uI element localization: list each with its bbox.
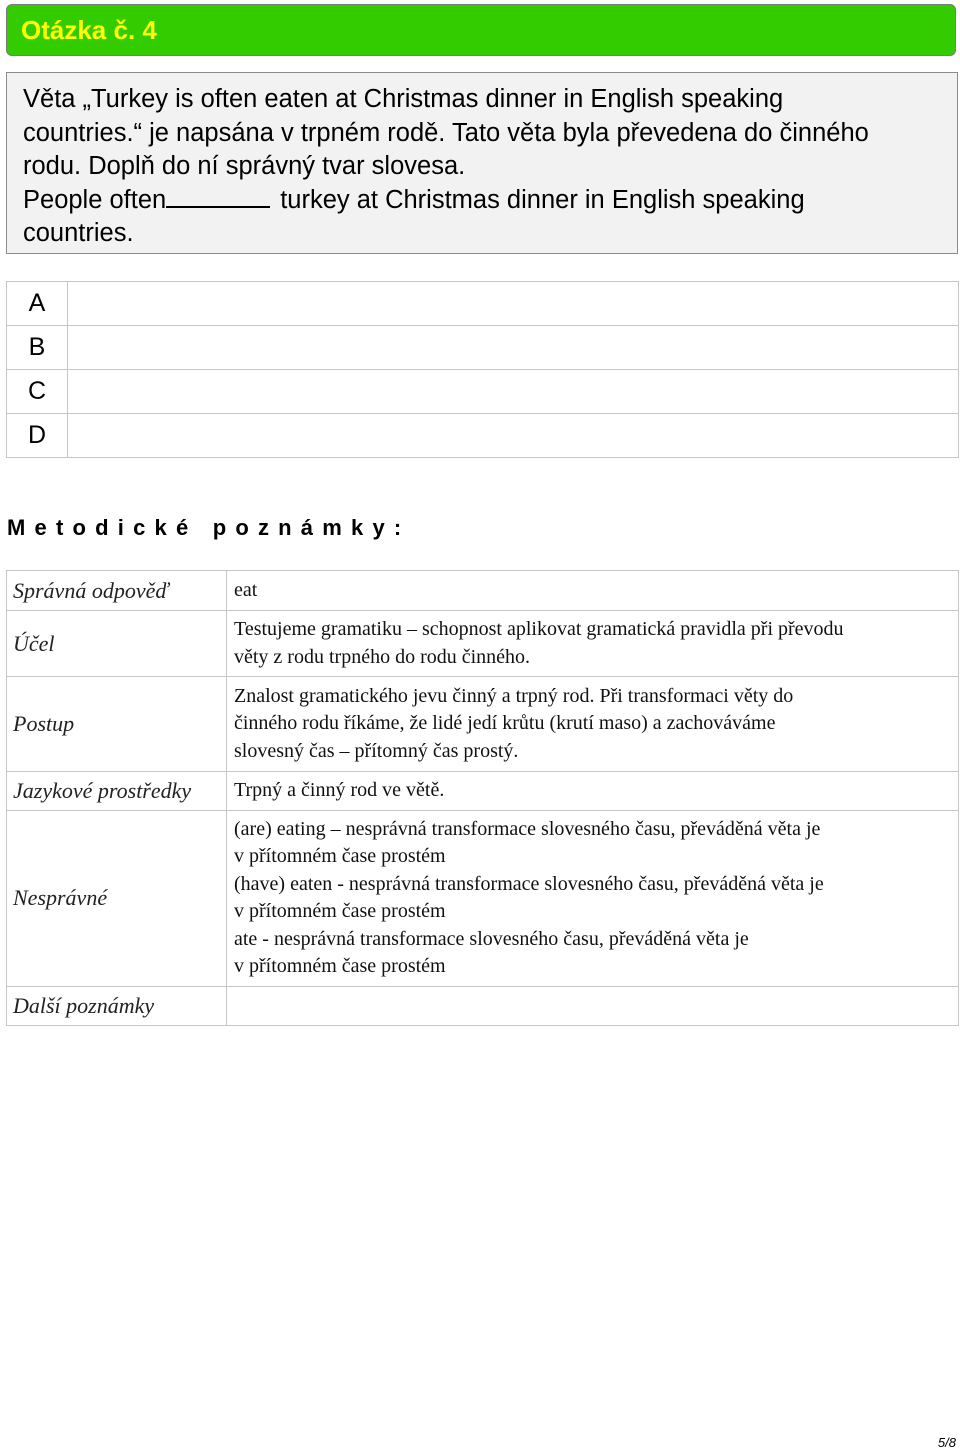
notes-label: Další poznámky: [7, 986, 227, 1025]
notes-value: [227, 611, 959, 677]
notes-line: činného rodu říkáme, že lidé jedí krůtu (krutí maso) a zachováváme: [234, 712, 776, 735]
option-text[interactable]: [68, 370, 959, 414]
methodical-notes-title: Metodické poznámky:: [7, 515, 411, 540]
sentence-end: countries.: [23, 219, 134, 247]
option-row-b[interactable]: [7, 326, 959, 370]
option-row-a[interactable]: [7, 282, 959, 326]
notes-label: Správná odpověď: [7, 571, 227, 611]
notes-value: [227, 571, 959, 611]
notes-value: [227, 810, 959, 986]
notes-value: [227, 677, 959, 772]
notes-line: Trpný a činný rod ve větě.: [234, 779, 445, 801]
methodical-notes-table: [6, 570, 959, 1026]
question-header: [6, 4, 956, 56]
option-letter: A: [7, 282, 68, 326]
option-text[interactable]: [68, 414, 959, 458]
answer-blank[interactable]: [166, 185, 270, 208]
notes-label: Jazykové prostředky: [7, 772, 227, 811]
notes-row-purpose: [7, 611, 959, 677]
option-letter: D: [7, 414, 68, 458]
option-letter: B: [7, 326, 68, 370]
notes-line: věty z rodu trpného do rodu činného.: [234, 645, 531, 668]
sentence-before-blank: People often: [23, 185, 167, 214]
option-row-d[interactable]: [7, 414, 959, 458]
question-sentence: [23, 184, 941, 218]
question-title: Otázka č. 4: [21, 15, 157, 45]
option-letter: C: [7, 370, 68, 414]
notes-row-language: [7, 772, 959, 811]
option-text[interactable]: [68, 282, 959, 326]
notes-row-other: [7, 986, 959, 1025]
question-text-line: Věta „Turkey is often eaten at Christmas dinner in English speaking: [23, 85, 784, 113]
sentence-after-blank: turkey at Christmas dinner in English speaking: [280, 185, 805, 214]
notes-row-correct: [7, 571, 959, 611]
notes-line: Testujeme gramatiku – schopnost aplikovat gramatická pravidla při převodu: [234, 618, 844, 640]
option-text[interactable]: [68, 326, 959, 370]
notes-line: slovesný čas – přítomný čas prostý.: [234, 739, 519, 762]
notes-value: [227, 986, 959, 1025]
question-text-line: rodu. Doplň do ní správný tvar slovesa.: [23, 152, 466, 180]
notes-row-procedure: [7, 677, 959, 772]
question-text-line: countries.“ je napsána v trpném rodě. Tato věta byla převedena do činného: [23, 118, 869, 147]
answer-options-table: [6, 281, 959, 458]
notes-line: (are) eating – nesprávná transformace slovesného času, převáděná věta je: [234, 817, 821, 840]
page-number: 5/8: [937, 1435, 956, 1450]
notes-label: Nesprávné: [7, 810, 227, 986]
notes-line: (have) eaten - nesprávná transformace slovesného času, převáděná věta je: [234, 872, 824, 895]
option-row-c[interactable]: [7, 370, 959, 414]
notes-line: v přítomném čase prostém: [234, 845, 446, 867]
notes-line: Znalost gramatického jevu činný a trpný rod. Při transformaci věty do: [234, 684, 794, 707]
notes-line: ate - nesprávná transformace slovesného času, převáděná věta je: [234, 927, 749, 950]
notes-row-incorrect: [7, 810, 959, 986]
notes-line: eat: [234, 578, 258, 601]
notes-line: v přítomném čase prostém: [234, 900, 446, 922]
notes-label: Účel: [7, 611, 227, 677]
question-box: [6, 72, 958, 254]
notes-line: v přítomném čase prostém: [234, 955, 446, 977]
notes-value: [227, 772, 959, 811]
notes-label: Postup: [7, 677, 227, 772]
